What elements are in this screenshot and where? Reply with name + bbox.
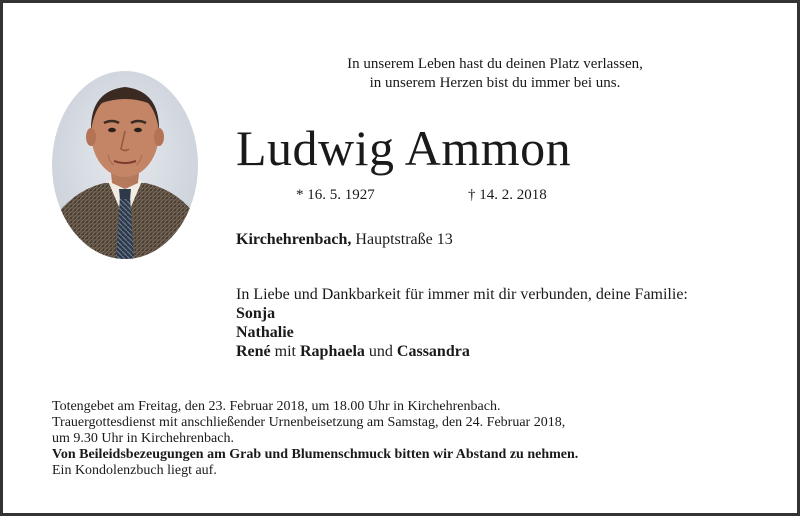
- family-member-cassandra: Cassandra: [396, 343, 470, 360]
- family-member-raphaela: Raphaela: [300, 343, 365, 360]
- birth-date: * 16. 5. 1927: [296, 187, 375, 203]
- street-name: Hauptstraße 13: [355, 231, 453, 248]
- family-member-sonja: Sonja: [236, 305, 276, 322]
- family-member-rene: René: [236, 343, 271, 360]
- family-member-nathalie: Nathalie: [236, 324, 294, 341]
- notice-condolence-book: Ein Kondolenzbuch liegt auf.: [52, 463, 217, 478]
- connector-und: und: [368, 343, 393, 360]
- death-date: † 14. 2. 2018: [468, 187, 547, 203]
- family-intro: In Liebe und Dankbarkeit für immer mit dir verbunden, deine Familie:: [236, 286, 688, 303]
- poem-line-1: In unserem Leben hast du deinen Platz verlassen,: [347, 56, 643, 72]
- family-block: [236, 285, 688, 361]
- notice-service: Trauergottesdienst mit anschließender Urnenbeisetzung am Samstag, den 24. Februar 2018,: [52, 415, 566, 430]
- deceased-name: Ludwig Ammon: [236, 120, 572, 176]
- residence-address: [236, 231, 453, 249]
- notice-prayer: Totengebet am Freitag, den 23. Februar 2018, um 18.00 Uhr in Kirchehrenbach.: [52, 399, 501, 414]
- portrait-photo: [52, 71, 198, 259]
- family-member-line-rene: [236, 342, 688, 361]
- town-name: Kirchehrenbach,: [236, 231, 352, 248]
- notice-service-time: um 9.30 Uhr in Kirchehrenbach.: [52, 431, 234, 446]
- notice-condolence-request: Von Beileidsbezeugungen am Grab und Blumenschmuck bitten wir Abstand zu nehmen.: [52, 447, 579, 462]
- connector-mit: mit: [274, 343, 296, 360]
- funeral-notice: [52, 399, 578, 479]
- memorial-poem: [300, 55, 690, 93]
- poem-line-2: in unserem Herzen bist du immer bei uns.: [369, 75, 621, 91]
